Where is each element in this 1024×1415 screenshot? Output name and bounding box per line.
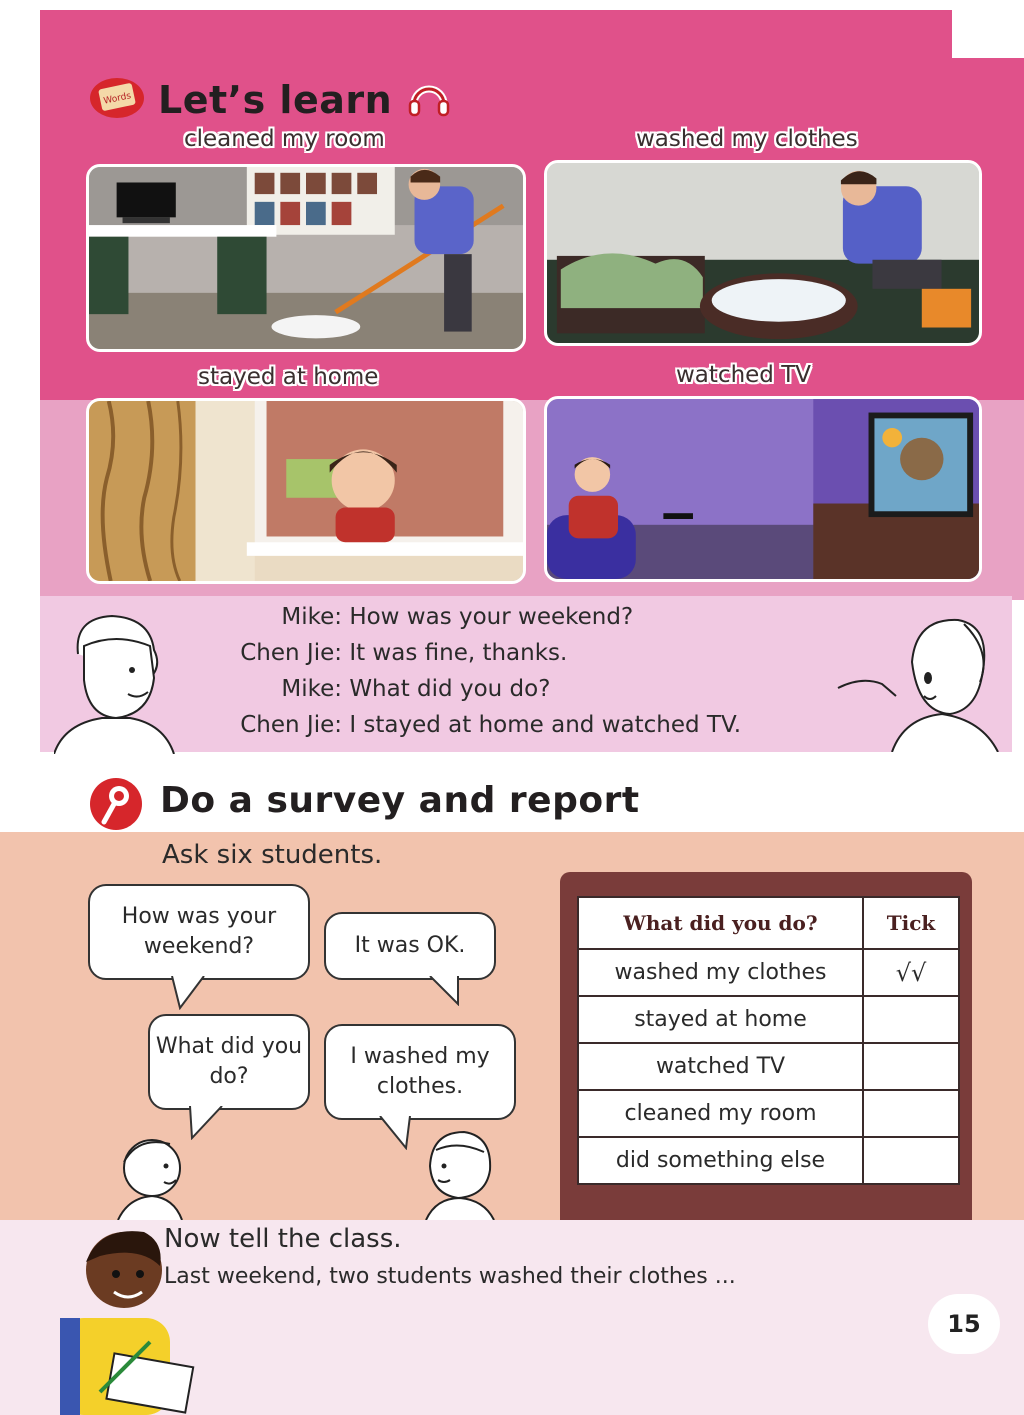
tick-cell[interactable] [863, 996, 959, 1043]
survey-title: Do a survey and report [160, 780, 640, 821]
bubble-tail [378, 1116, 418, 1150]
dialog-text: What did you do? [349, 676, 551, 702]
dialog-line-4 [214, 712, 741, 738]
dialog-speaker: Mike: [281, 676, 342, 702]
lets-learn-title: Let’s learn [158, 78, 393, 122]
survey-boy-figure [108, 1132, 188, 1220]
caption-watched-tv: watched TV [676, 362, 811, 388]
chen-jie-figure [832, 612, 1012, 752]
words-badge-label: Words [102, 91, 133, 107]
picture-washed-my-clothes [544, 160, 982, 346]
table-row [578, 1137, 959, 1184]
report-example: Last weekend, two students washed their clothes ... [164, 1264, 736, 1289]
bubble-tail [428, 976, 468, 1006]
dialog-speaker: Mike: [281, 604, 342, 630]
dialog-text: It was fine, thanks. [349, 640, 568, 666]
activity-cell: washed my clothes [578, 949, 863, 996]
table-header-row [578, 897, 959, 949]
dialog-text: How was your weekend? [349, 604, 634, 630]
survey-instruction: Ask six students. [162, 840, 383, 870]
headphones-icon[interactable] [404, 74, 454, 124]
tick-cell[interactable]: √√ [863, 949, 959, 996]
dialog-line-1 [214, 604, 633, 630]
picture-watched-tv [544, 396, 982, 582]
report-instruction: Now tell the class. [164, 1224, 402, 1254]
speech-bubble-how-was-weekend: How was your weekend? [88, 884, 310, 980]
table-row [578, 1043, 959, 1090]
caption-stayed-at-home: stayed at home [198, 364, 379, 390]
bubble-tail [170, 976, 210, 1010]
dialog-speaker: Chen Jie: [240, 712, 342, 738]
mike-figure [54, 606, 178, 754]
table-row [578, 996, 959, 1043]
survey-girl-figure [418, 1126, 498, 1220]
activity-cell: did something else [578, 1137, 863, 1184]
tick-cell[interactable] [863, 1043, 959, 1090]
activity-cell: stayed at home [578, 996, 863, 1043]
survey-table [577, 896, 960, 1185]
caption-washed-my-clothes: washed my clothes [636, 126, 858, 152]
speech-bubble-it-was-ok: It was OK. [324, 912, 496, 980]
page-corner [952, 0, 1024, 58]
page-number: 15 [928, 1294, 1000, 1354]
dialog-speaker: Chen Jie: [240, 640, 342, 666]
table-row [578, 949, 959, 996]
tick-cell[interactable] [863, 1137, 959, 1184]
words-badge-icon [88, 76, 146, 120]
dialog-text: I stayed at home and watched TV. [349, 712, 742, 738]
column-header-activity: What did you do? [578, 897, 863, 949]
activity-cell: watched TV [578, 1043, 863, 1090]
speech-bubble-i-washed-my-clothes: I washed my clothes. [324, 1024, 516, 1120]
picture-cleaned-my-room [86, 164, 526, 352]
tick-cell[interactable] [863, 1090, 959, 1137]
table-row [578, 1090, 959, 1137]
dialog-line-2 [214, 640, 567, 666]
speech-bubble-what-did-you-do: What did you do? [148, 1014, 310, 1110]
dialog-line-3 [214, 676, 550, 702]
activity-cell: cleaned my room [578, 1090, 863, 1137]
column-header-tick: Tick [863, 897, 959, 949]
survey-pin-icon [88, 776, 144, 832]
bubble-tail [188, 1106, 228, 1140]
caption-cleaned-my-room: cleaned my room [184, 126, 385, 152]
picture-stayed-at-home [86, 398, 526, 584]
